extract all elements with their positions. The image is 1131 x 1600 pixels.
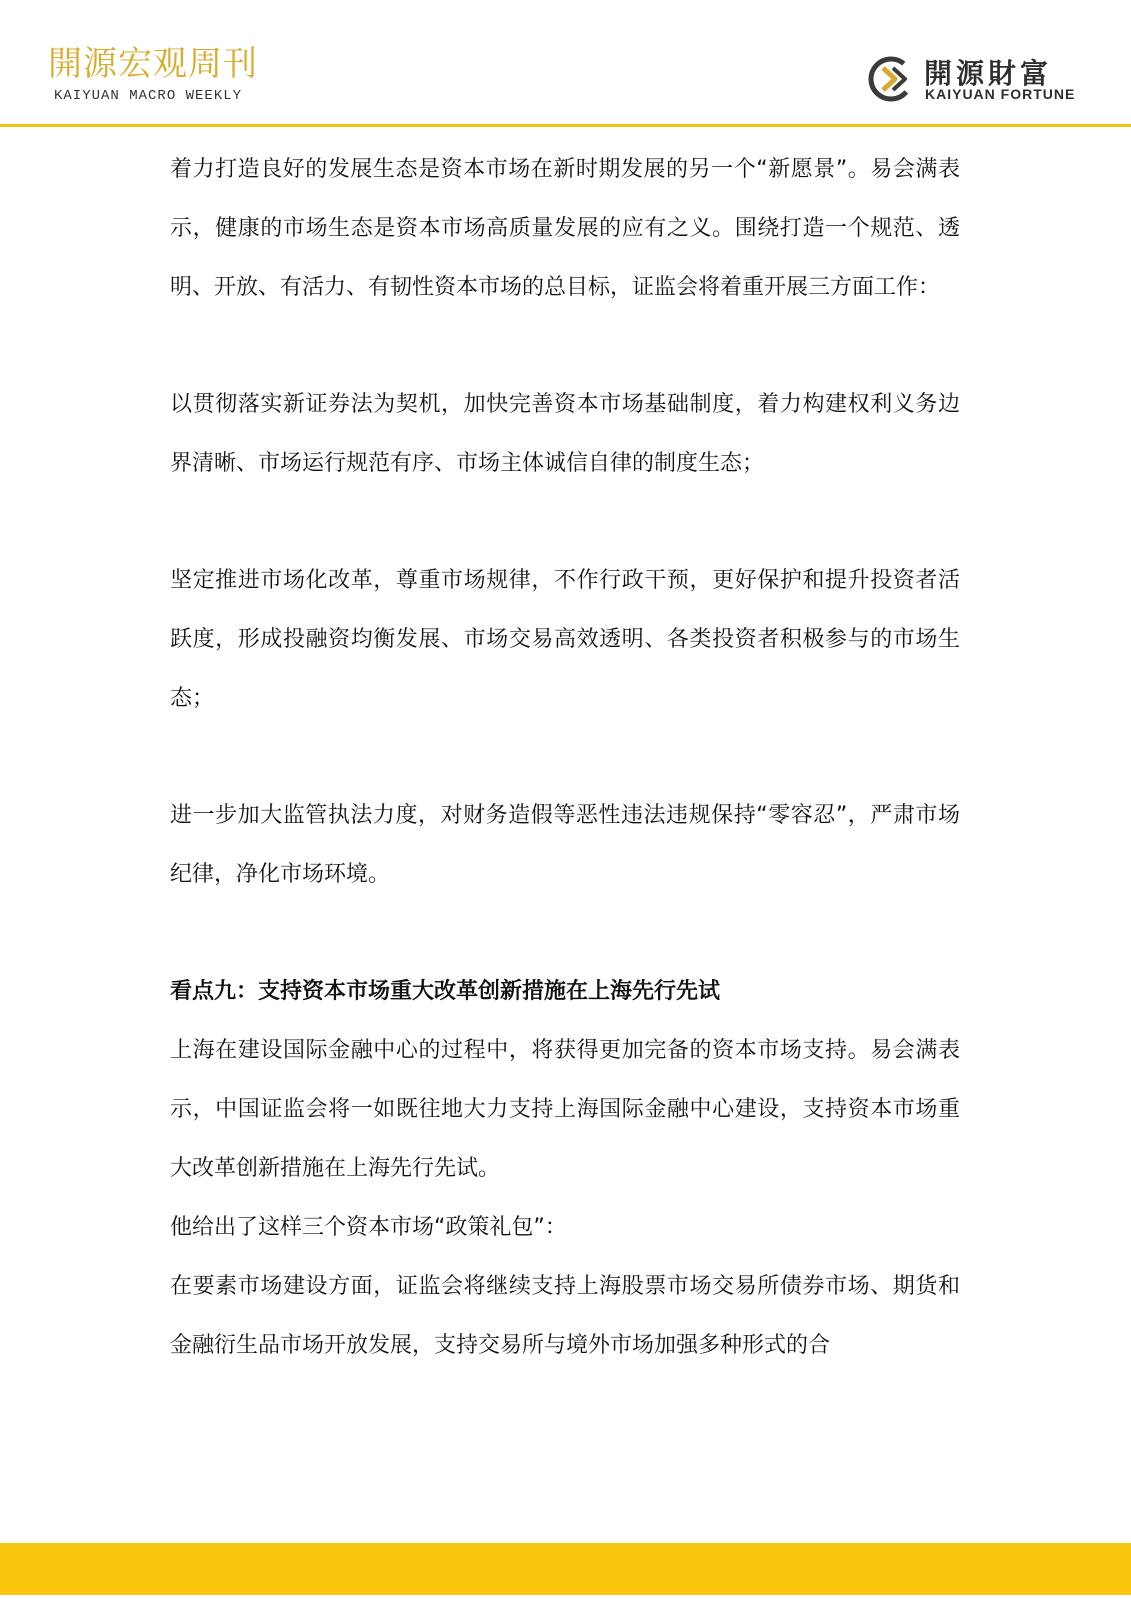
- paragraph-shanghai-support: 上海在建设国际金融中心的过程中，将获得更加完备的资本市场支持。易会满表示，中国证监会将一如既往地大力支持上海国际金融中心建设，支持资本市场重大改革创新措施在上海先行先试。: [170, 1038, 960, 1181]
- section-heading: 看点九：支持资本市场重大改革创新措施在上海先行先试: [170, 979, 721, 1004]
- article-body: [170, 140, 960, 1375]
- footer-bar: [0, 1543, 1131, 1595]
- publication-title: 開源宏观周刊: [48, 44, 258, 84]
- kaiyuan-logo-icon: [866, 54, 916, 104]
- brand-block: [866, 52, 1086, 108]
- brand-name-cn: 開源財富: [924, 57, 1053, 90]
- header-divider: [0, 124, 1131, 127]
- publication-subtitle: KAIYUAN MACRO WEEKLY: [54, 88, 243, 104]
- page-header: [0, 0, 1131, 126]
- paragraph-ecosystem-intro: 着力打造良好的发展生态是资本市场在新时期发展的另一个“新愿景”。易会满表示，健康的市场生态是资本市场高质量发展的应有之义。围绕打造一个规范、透明、开放、有活力、有韧性资本市场的总目标，证监会将着重开展三方面工作：: [170, 157, 960, 300]
- paragraph-market-reform: 坚定推进市场化改革，尊重市场规律，不作行政干预，更好保护和提升投资者活跃度，形成投融资均衡发展、市场交易高效透明、各类投资者积极参与的市场生态；: [170, 568, 960, 711]
- paragraph-factor-market: 在要素市场建设方面，证监会将继续支持上海股票市场交易所债券市场、期货和金融衍生品市场开放发展，支持交易所与境外市场加强多种形式的合: [170, 1274, 960, 1358]
- paragraph-enforcement: 进一步加大监管执法力度，对财务造假等恶性违法违规保持“零容忍”，严肃市场纪律，净化市场环境。: [170, 803, 960, 887]
- paragraph-policy-package: 他给出了这样三个资本市场“政策礼包”：: [170, 1215, 567, 1240]
- paragraph-securities-law: 以贯彻落实新证券法为契机，加快完善资本市场基础制度，着力构建权利义务边界清晰、市场运行规范有序、市场主体诚信自律的制度生态；: [170, 392, 960, 476]
- brand-name-en: KAIYUAN FORTUNE: [925, 86, 1076, 102]
